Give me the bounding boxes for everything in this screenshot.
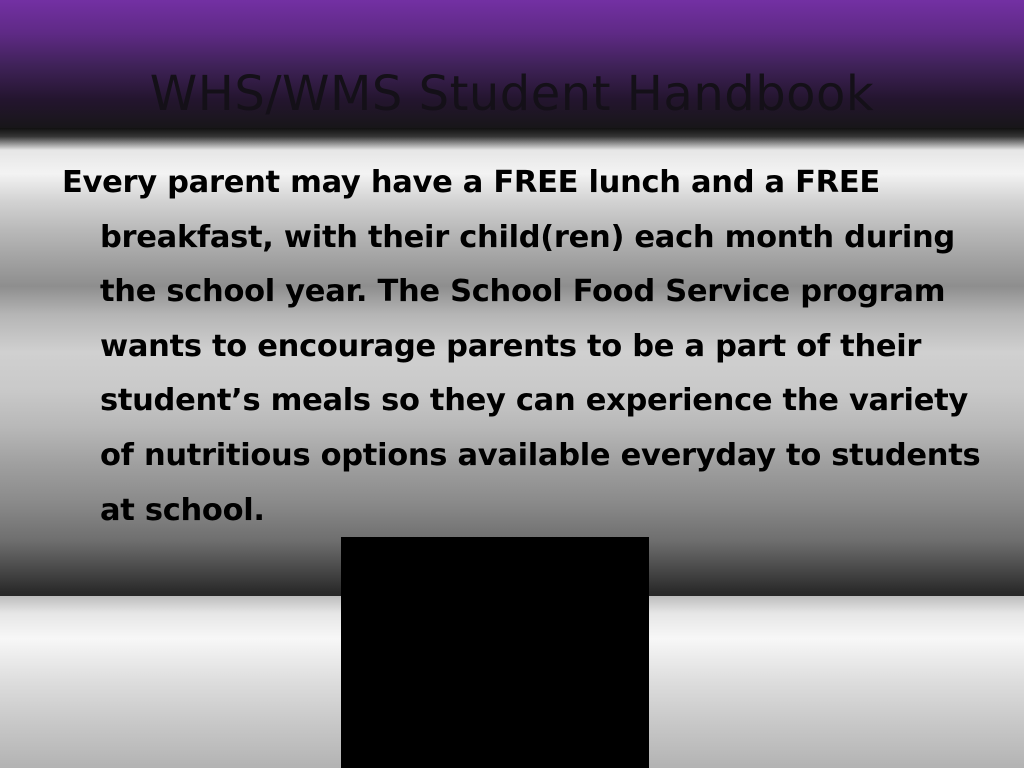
- slide-title: WHS/WMS Student Handbook: [149, 66, 875, 122]
- redaction-block: [341, 537, 649, 768]
- slide-body-text: Every parent may have a FREE lunch and a FREE breakfast, with their child(ren) each month during the school year. The School Food Service program wants to encourage parents to be a part of their student’s meals so they can experience the variety of nutritious options available everyday to students at school.: [62, 165, 981, 528]
- title-divider: [0, 128, 1024, 136]
